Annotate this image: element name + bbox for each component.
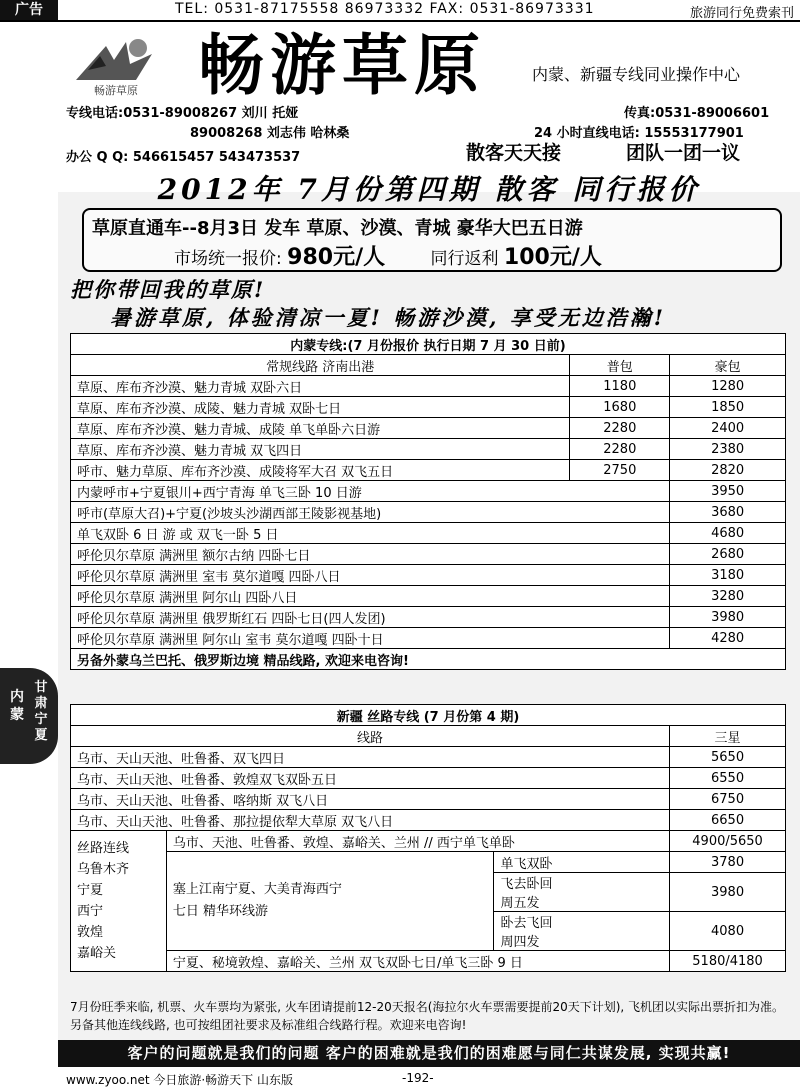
price-cell: 3180	[670, 565, 786, 586]
brand-subtitle: 内蒙、新疆专线同业操作中心	[532, 65, 741, 84]
table-row: 呼市(草原大召)+宁夏(沙坡头沙湖西部王陵影视基地) 3680	[71, 502, 786, 523]
title-band	[58, 172, 800, 208]
std-price-cell: 2750	[570, 460, 670, 481]
route-cell: 呼伦贝尔草原 满洲里 俄罗斯红石 四卧七日(四人发团)	[71, 607, 670, 628]
lux-price-cell: 1850	[670, 397, 786, 418]
table-header-row: 常规线路 济南出港 普包 豪包	[71, 355, 786, 376]
table-row	[71, 460, 786, 481]
hotline: 24 小时直线电话: 15553177901	[534, 126, 744, 141]
table-note-row: 另备外蒙乌兰巴托、俄罗斯边境 精品线路, 欢迎来电咨询!	[71, 649, 786, 670]
route-cell: 乌市、天山天池、吐鲁番、喀纳斯 双飞八日	[71, 789, 670, 810]
slogan-1: 把你带回我的草原!	[70, 277, 266, 302]
text-line: 西宁	[77, 904, 104, 919]
lux-price-cell: 2380	[670, 439, 786, 460]
footer	[58, 1069, 800, 1089]
text-line: 宁夏	[77, 883, 104, 898]
text-line: 七日 精华环线游	[172, 904, 268, 919]
phone-line-2: 89008268 刘志伟 哈林桑	[190, 126, 350, 141]
route-cell: 呼伦贝尔草原 满洲里 阿尔山 室韦 莫尔道嘎 四卧十日	[71, 628, 670, 649]
footnote: 7月份旺季来临, 机票、火车票均为紧张, 火车团请提前12-20天报名(海拉尔火车票需要提前20天下计划), 飞机团以实际出票折扣为准。另备其他连线线路, 也可按组团社要求及标准组合线路行程。欢迎来电咨询!	[70, 1000, 785, 1032]
table-row	[71, 565, 786, 586]
price-cell: 3950	[670, 481, 786, 502]
text-line: 周四发	[500, 935, 540, 950]
table-row: 宁夏、秘境敦煌、嘉峪关、兰州 双飞双卧七日/单飞三卧 9 日 5180/4180	[71, 951, 786, 972]
combo-route-label	[71, 831, 167, 972]
combo-option-mode	[494, 912, 670, 951]
table-row	[71, 768, 786, 789]
side-tab-left-label: 内蒙	[10, 689, 24, 723]
table-row	[71, 586, 786, 607]
route-cell: 乌市、天山天池、吐鲁番、敦煌双飞双卧五日	[71, 768, 670, 789]
text-line: 乌鲁木齐	[77, 862, 130, 877]
lux-price-cell: 1280	[670, 376, 786, 397]
text-line: 周五发	[500, 896, 540, 911]
std-price-cell: 2280	[570, 439, 670, 460]
text-line: 单飞双卧	[500, 856, 553, 872]
slogan-2: 暑游草原, 体验清凉一夏! 畅游沙漠, 享受无边浩瀚!	[110, 305, 666, 330]
lux-price-cell: 2820	[670, 460, 786, 481]
table-row: 丝路连线 乌鲁木齐 宁夏 西宁 敦煌 嘉峪关 乌市、天池、吐鲁番、敦煌、嘉峪关、兰州 // 西宁单飞单卧 4900/5650	[71, 831, 786, 852]
table-row	[71, 397, 786, 418]
table-header-row: 线路 三星	[71, 726, 786, 747]
text-line: 嘉峪关	[77, 946, 117, 961]
route-cell: 草原、库布齐沙漠、魅力青城、成陵 单飞单卧六日游	[71, 418, 570, 439]
table-row: 塞上江南宁夏、大美青海西宁 七日 精华环线游 单飞双卧 3780	[71, 852, 786, 873]
ad-page	[58, 22, 800, 1067]
table-row	[71, 789, 786, 810]
price-cell: 6550	[670, 768, 786, 789]
ad-tag: 广告	[0, 0, 58, 20]
top-index-note: 旅游同行免费索刊	[689, 6, 794, 21]
logo-text: 畅游草原	[94, 84, 138, 97]
combo-option-mode	[494, 873, 670, 912]
price-cell: 3980	[670, 607, 786, 628]
route-cell: 呼伦贝尔草原 满洲里 阿尔山 四卧八日	[71, 586, 670, 607]
text-line: 丝路连线	[77, 841, 130, 856]
price-cell: 5650	[670, 747, 786, 768]
phone-line-1: 专线电话:0531-89008267 刘川 托娅	[66, 106, 299, 121]
train-price: 980元/人	[287, 245, 386, 270]
header	[58, 22, 800, 192]
route-cell: 乌市、天山天池、吐鲁番、双飞四日	[71, 747, 670, 768]
price-cell: 2680	[670, 544, 786, 565]
bottom-slogan: 客户的问题就是我们的问题 客户的困难就是我们的困难愿与同仁共谋发展, 实现共赢!	[58, 1040, 800, 1067]
price-cell: 6750	[670, 789, 786, 810]
table-heading-row: 内蒙专线:(7 月份报价 执行日期 7 月 30 日前)	[71, 334, 786, 355]
top-bar	[0, 0, 800, 22]
table-row	[71, 544, 786, 565]
text-line: 塞上江南宁夏、大美青海西宁	[172, 882, 342, 897]
side-tab-right-label: 甘肃宁夏	[34, 680, 48, 743]
train-rebate: 100元/人	[503, 245, 602, 270]
route-cell: 内蒙呼市+宁夏银川+西宁青海 单飞三卧 10 日游	[71, 481, 670, 502]
page-number: -192-	[402, 1071, 434, 1085]
price-cell: 4280	[670, 628, 786, 649]
route-cell: 呼伦贝尔草原 满洲里 额尔古纳 四卧七日	[71, 544, 670, 565]
brand-name: 畅游草原	[198, 27, 486, 104]
price-cell: 6650	[670, 810, 786, 831]
combo-mid-route	[166, 852, 494, 951]
route-cell: 草原、库布齐沙漠、成陵、魅力青城 双卧七日	[71, 397, 570, 418]
text-line: 敦煌	[77, 925, 104, 940]
table-row	[71, 747, 786, 768]
fax: 传真:0531-89006601	[624, 106, 770, 121]
std-price-cell: 1180	[570, 376, 670, 397]
route-cell: 呼伦贝尔草原 满洲里 室韦 莫尔道嘎 四卧八日	[71, 565, 670, 586]
train-offer-box	[82, 208, 782, 272]
combo-option-mode	[494, 852, 670, 873]
train-offer-line: 草原直通车--8月3日 发车 草原、沙漠、青城 豪华大巴五日游	[92, 218, 583, 239]
route-cell: 呼市、魅力草原、库布齐沙漠、成陵将军大召 双飞五日	[71, 460, 570, 481]
qq-line: 办公 Q Q: 546615457 543473537	[66, 150, 301, 165]
neimeng-price-table	[70, 333, 786, 670]
region-side-tab	[0, 668, 58, 764]
footer-website: www.zyoo.net 今日旅游·畅游天下 山东版	[66, 1073, 293, 1087]
table-row	[71, 376, 786, 397]
table-row	[71, 810, 786, 831]
xinjiang-price-table: 新疆 丝路专线 (7 月份第 4 期) 线路 三星 乌市、天山天池、吐鲁番、双飞四日 5650 乌市、天山天池、吐鲁番、敦煌双飞双卧五日 6550 乌市、天山天池、吐鲁番、喀纳斯 双飞八日 6750 乌市、天山天池、吐鲁番、那拉提依犁大草原 双飞八日 6650 丝路连线 乌鲁木齐 宁夏 西宁 敦煌 嘉峪关 乌市、天池、吐鲁番、敦煌、嘉峪关、兰州 // 西宁单飞单卧 4900/5650 塞上江南宁夏、大美青海西宁 七日 精华环线游 单飞双卧 3780 飞去卧回 周五发 3980 卧去飞回 周四发 4080 宁夏、秘境敦煌、嘉峪关、兰州 双飞双卧七日/单飞三卧 9 日 5180/4180	[70, 704, 786, 972]
table-row	[71, 607, 786, 628]
route-cell: 乌市、天山天池、吐鲁番、那拉提依犁大草原 双飞八日	[71, 810, 670, 831]
table-heading-row: 新疆 丝路专线 (7 月份第 4 期)	[71, 705, 786, 726]
table-row	[71, 418, 786, 439]
table-row	[71, 628, 786, 649]
route-cell: 草原、库布齐沙漠、魅力青城 双飞四日	[71, 439, 570, 460]
std-price-cell: 1680	[570, 397, 670, 418]
lux-price-cell: 2400	[670, 418, 786, 439]
table-row	[71, 481, 786, 502]
train-price-line: 市场统一报价: 980元/人 同行返利 100元/人	[174, 245, 602, 270]
table-row	[71, 439, 786, 460]
page-title: 2012年 7月份第四期 散客 同行报价	[157, 173, 701, 206]
price-cell: 3280	[670, 586, 786, 607]
strap-right: 团队一团一议	[626, 142, 741, 164]
text-line: 卧去飞回	[500, 916, 553, 931]
top-contact: TEL: 0531-87175558 86973332 FAX: 0531-86973331	[175, 1, 595, 17]
table-row: 单飞双卧 6 日 游 或 双飞一卧 5 日 4680	[71, 523, 786, 544]
route-cell: 草原、库布齐沙漠、魅力青城 双卧六日	[71, 376, 570, 397]
text-line: 飞去卧回	[500, 877, 553, 892]
std-price-cell: 2280	[570, 418, 670, 439]
strap-left: 散客天天接	[466, 142, 562, 164]
